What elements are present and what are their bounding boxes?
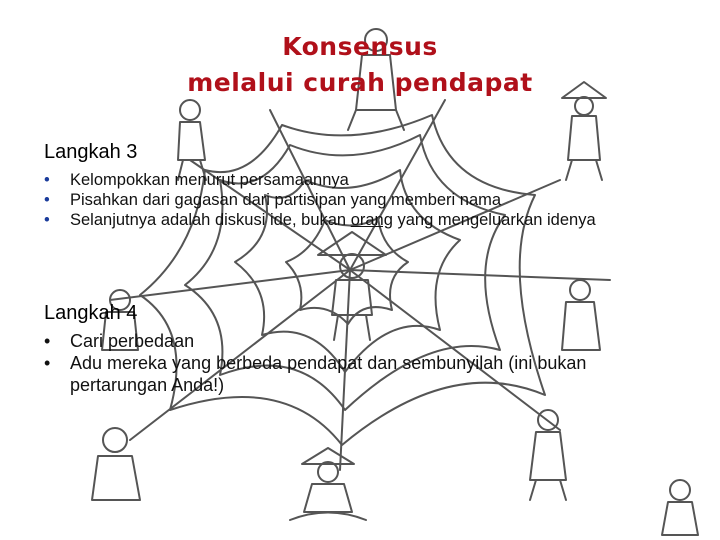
person-bottom-center-sitting — [290, 448, 366, 520]
step3-heading: Langkah 3 — [44, 141, 138, 163]
bullet-dot-icon: • — [44, 191, 50, 209]
list-item — [44, 210, 664, 230]
person-bottom-right — [530, 410, 566, 500]
step4-bullet-1: Cari perbedaan — [70, 331, 195, 351]
step3-bullet-3-prefix: Selanjutnya adalah diskusi ide, bukan — [70, 211, 351, 229]
step3-bullet-3-underlined: orang — [350, 211, 393, 229]
list-item — [44, 352, 684, 396]
bullet-dot-icon: • — [44, 353, 51, 373]
list-item — [44, 330, 684, 352]
bullet-dot-icon: • — [44, 211, 50, 229]
page-title-line1: Konsensus — [282, 32, 438, 61]
step3-bullet-list — [44, 170, 664, 230]
bullet-dot-icon: • — [44, 171, 50, 189]
step3-bullet-2: Pisahkan dari gagasan dari partisipan yang memberi nama — [70, 191, 502, 209]
step4-bullet-2: Adu mereka yang berbeda pendapat dan sembunyilah (ini bukan pertarungan Anda!) — [70, 353, 587, 395]
list-item — [44, 170, 664, 190]
step4-bullet-list — [44, 330, 684, 396]
list-item — [44, 190, 664, 210]
person-far-right-bottom — [662, 480, 698, 535]
page-title-line2: melalui curah pendapat — [187, 68, 533, 97]
person-left-top — [178, 100, 206, 180]
step4-heading: Langkah 4 — [44, 302, 138, 324]
bullet-dot-icon: • — [44, 331, 51, 351]
step3-bullet-1: Kelompokkan menurut persamaannya — [70, 171, 349, 189]
step3-bullet-3-suffix: yang mengeluarkan idenya — [392, 211, 596, 229]
